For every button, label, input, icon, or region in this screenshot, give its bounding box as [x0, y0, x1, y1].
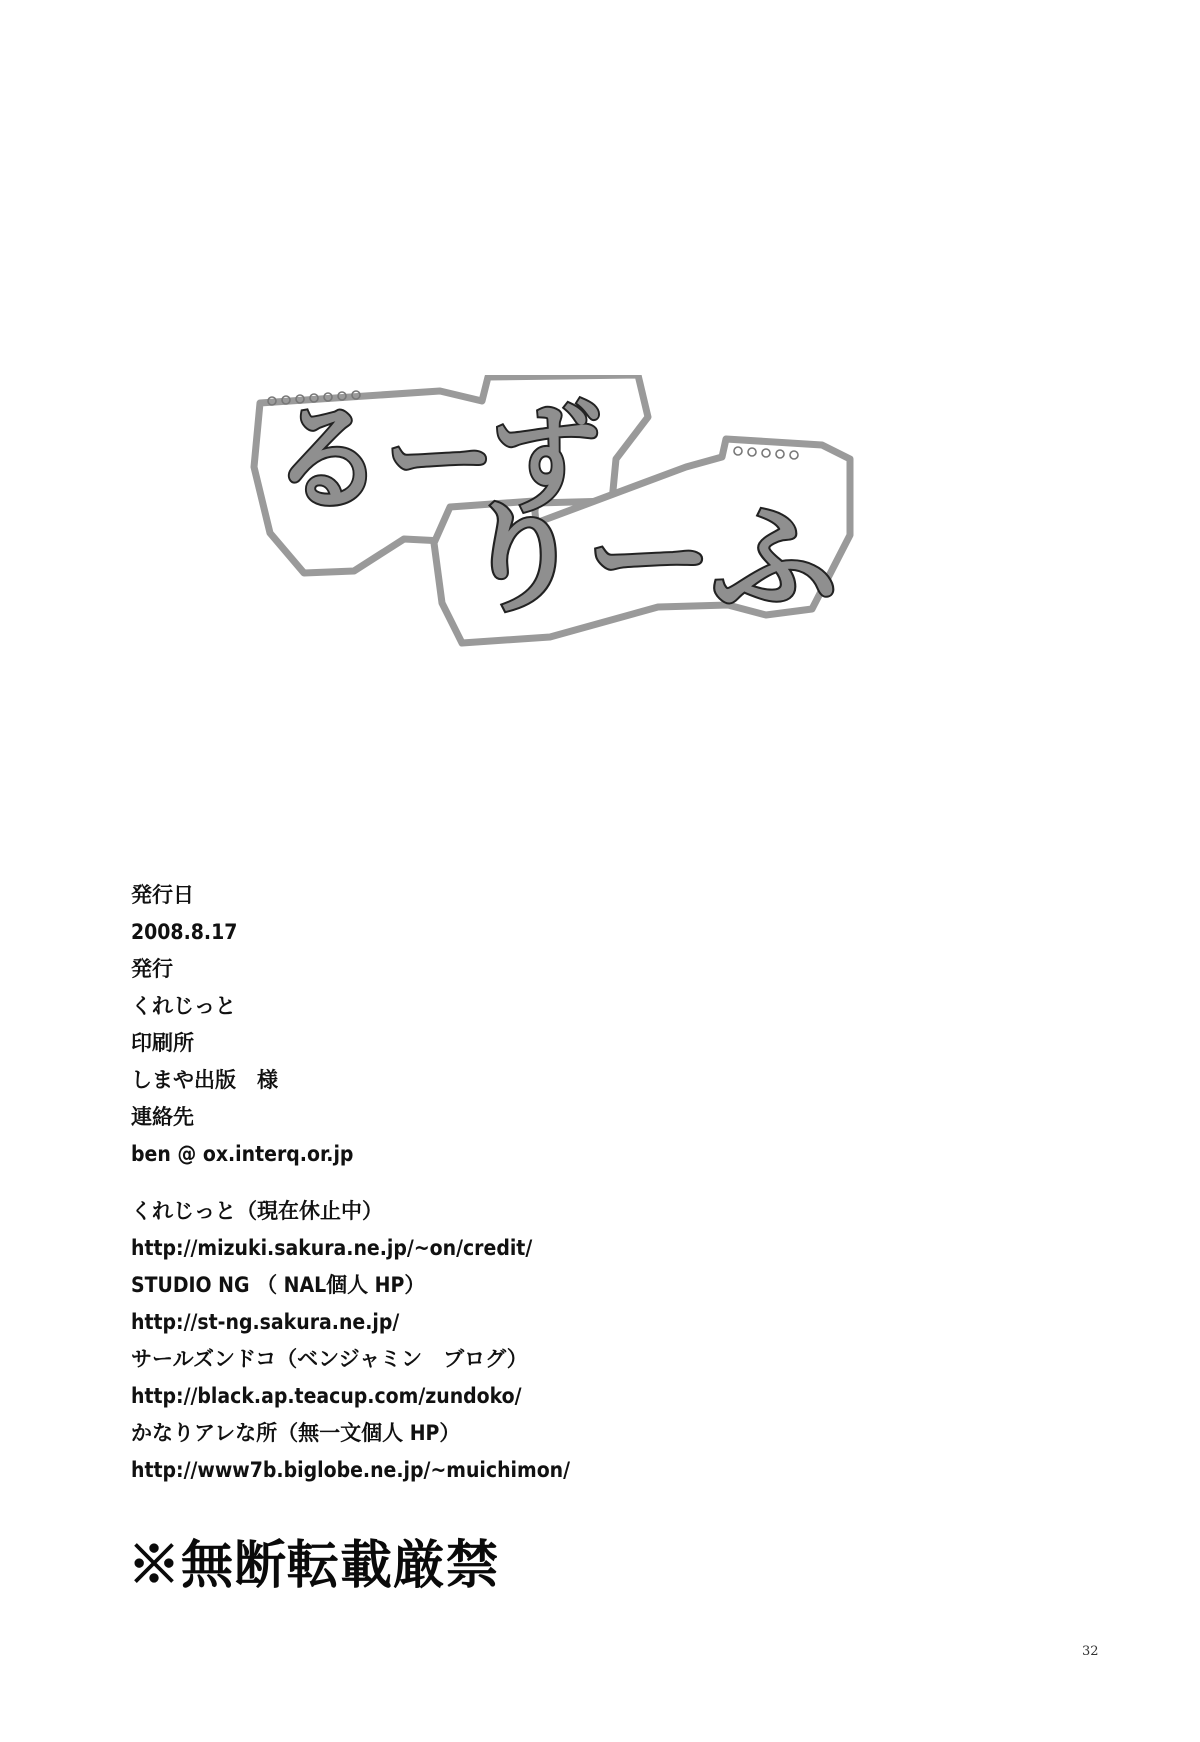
- link-name: くれじっと（現在休止中）: [131, 1199, 383, 1223]
- issue-date: 2008.8.17: [131, 920, 238, 944]
- printer: しまや出版 様: [131, 1068, 278, 1092]
- link-name: サールズンドコ（ベンジャミン ブログ）: [131, 1347, 528, 1371]
- link-name: STUDIO NG （ NAL個人 HP）: [131, 1273, 426, 1297]
- link-url: http://mizuki.sakura.ne.jp/~on/credit/: [131, 1236, 533, 1260]
- title-line-2: りーふ: [458, 490, 838, 628]
- issue-date-label: 発行日: [131, 883, 194, 907]
- link-name: かなりアレな所（無一文個人 HP）: [131, 1421, 461, 1445]
- title-logo: [250, 375, 930, 715]
- contact-label: 連絡先: [131, 1105, 194, 1129]
- colophon: [131, 877, 570, 1489]
- publisher: くれじっと: [131, 994, 236, 1018]
- printer-label: 印刷所: [131, 1031, 194, 1055]
- title-line-1: るーず: [272, 390, 602, 528]
- contact-email: ben @ ox.interq.or.jp: [131, 1142, 354, 1166]
- link-url: http://st-ng.sakura.ne.jp/: [131, 1310, 400, 1334]
- publisher-label: 発行: [131, 957, 173, 981]
- no-reproduction-notice: ※無断転載厳禁: [128, 1535, 500, 1596]
- page-number: 32: [1082, 1644, 1099, 1659]
- link-url: http://www7b.biglobe.ne.jp/~muichimon/: [131, 1458, 571, 1482]
- link-url: http://black.ap.teacup.com/zundoko/: [131, 1384, 522, 1408]
